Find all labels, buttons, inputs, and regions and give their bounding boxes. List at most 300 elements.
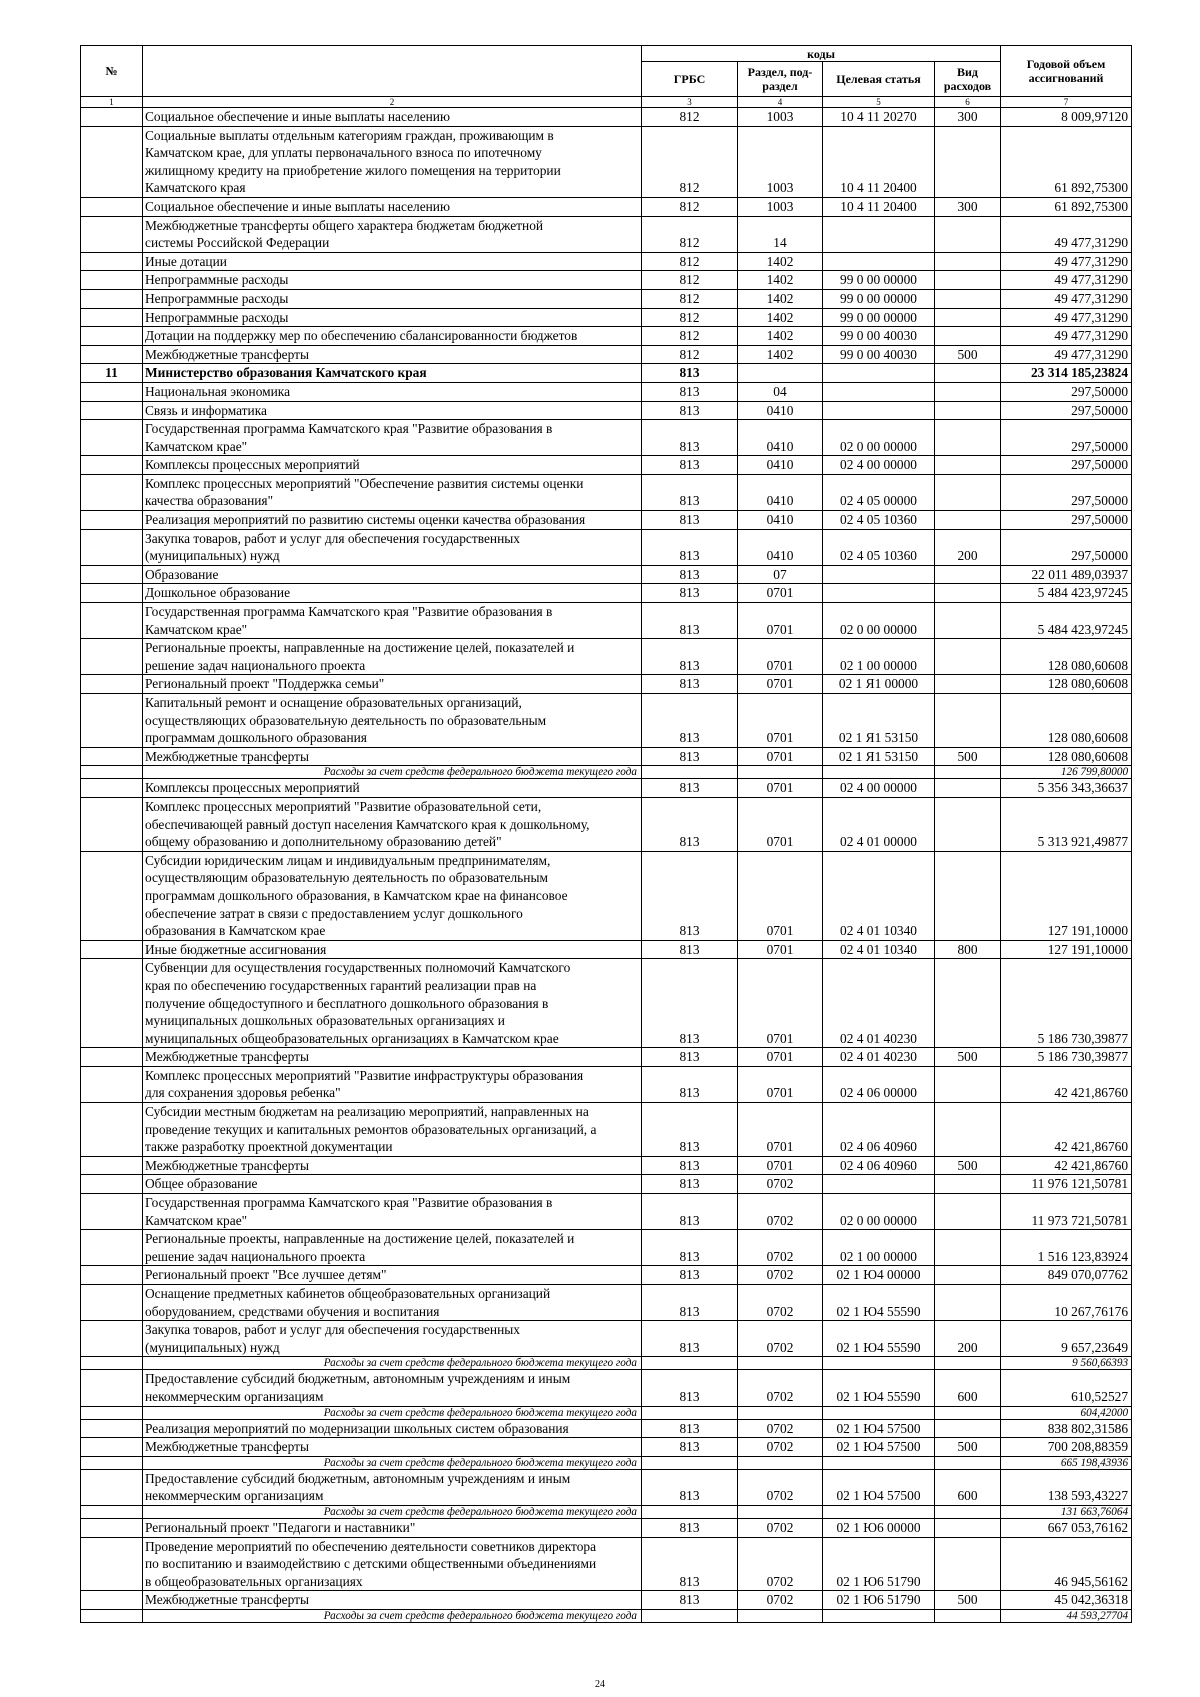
cell-target-article: 02 4 01 40230 [823,959,935,1048]
cell-grbs [642,1609,738,1622]
cell-amount: 610,52527 [1001,1370,1132,1406]
cell-number [81,108,143,127]
cell-number [81,694,143,748]
cell-expense-type [935,401,1001,420]
cell-number [81,1406,143,1419]
cell-number [81,1285,143,1321]
cell-razdel: 1003 [738,108,823,127]
cell-amount: 700 208,88359 [1001,1438,1132,1457]
cell-grbs: 813 [642,1103,738,1157]
page-number: 24 [595,1679,605,1690]
cell-name: Связь и информатика [143,401,642,420]
cell-amount: 297,50000 [1001,511,1132,530]
cell-grbs: 813 [642,511,738,530]
cell-target-article: 02 4 00 00000 [823,456,935,475]
cell-grbs: 813 [642,1469,738,1505]
cell-target-article [823,565,935,584]
cell-name: Оснащение предметных кабинетов общеобразовательных организаций оборудованием, средствами обучения и воспитания [143,1285,642,1321]
cell-number [81,1048,143,1067]
table-row [81,940,1132,959]
cell-target-article: 02 4 06 40960 [823,1103,935,1157]
cell-amount: 297,50000 [1001,529,1132,565]
cell-number [81,216,143,252]
cell-number [81,511,143,530]
column-index: 6 [935,97,1001,108]
cell-target-article: 02 1 Ю6 00000 [823,1518,935,1537]
cell-number [81,271,143,290]
cell-name: Комплекс процессных мероприятий "Развитие инфраструктуры образования для сохранения здоровья ребенка" [143,1066,642,1102]
cell-target-article: 02 4 06 40960 [823,1156,935,1175]
cell-number [81,1537,143,1591]
cell-expense-type [935,851,1001,940]
cell-razdel: 14 [738,216,823,252]
cell-expense-type [935,1175,1001,1194]
cell-amount: 49 477,31290 [1001,289,1132,308]
table-row [81,747,1132,766]
cell-expense-type: 600 [935,1370,1001,1406]
cell-target-article [823,1406,935,1419]
cell-number [81,766,143,779]
header-grbs: ГРБС [642,62,738,97]
table-row [81,959,1132,1048]
cell-number [81,1175,143,1194]
cell-target-article: 02 1 Ю4 00000 [823,1266,935,1285]
cell-grbs [642,766,738,779]
cell-amount: 127 191,10000 [1001,851,1132,940]
table-row [81,766,1132,779]
cell-razdel: 1402 [738,289,823,308]
cell-name: Расходы за счет средств федерального бюджета текущего года [143,1357,642,1370]
cell-amount: 128 080,60608 [1001,747,1132,766]
table-row [81,382,1132,401]
cell-grbs: 812 [642,327,738,346]
cell-target-article: 02 1 00 00000 [823,1230,935,1266]
cell-expense-type [935,126,1001,197]
cell-razdel: 0701 [738,1048,823,1067]
table-row [81,511,1132,530]
cell-razdel [738,1357,823,1370]
table-row [81,308,1132,327]
cell-amount: 11 973 721,50781 [1001,1194,1132,1230]
cell-razdel: 0410 [738,456,823,475]
cell-number [81,1194,143,1230]
cell-amount: 1 516 123,83924 [1001,1230,1132,1266]
cell-target-article [823,1609,935,1622]
cell-grbs: 813 [642,747,738,766]
table-row [81,1266,1132,1285]
table-row [81,456,1132,475]
header-row [81,46,1132,62]
cell-target-article: 02 1 Ю6 51790 [823,1591,935,1610]
cell-amount: 297,50000 [1001,456,1132,475]
cell-amount: 5 484 423,97245 [1001,584,1132,603]
cell-target-article: 02 1 Ю4 55590 [823,1321,935,1357]
cell-grbs: 812 [642,216,738,252]
cell-razdel: 0410 [738,401,823,420]
cell-target-article: 02 1 Ю4 55590 [823,1370,935,1406]
cell-razdel: 0702 [738,1518,823,1537]
cell-name: Социальное обеспечение и иные выплаты населению [143,197,642,216]
table-row [81,474,1132,510]
column-index: 7 [1001,97,1132,108]
table-row [81,420,1132,456]
cell-name: Общее образование [143,1175,642,1194]
cell-razdel: 0701 [738,797,823,851]
cell-grbs: 813 [642,1537,738,1591]
cell-amount: 11 976 121,50781 [1001,1175,1132,1194]
column-index: 4 [738,97,823,108]
table-row [81,1156,1132,1175]
cell-expense-type: 300 [935,197,1001,216]
table-row [81,529,1132,565]
cell-expense-type: 500 [935,747,1001,766]
cell-target-article: 02 1 Ю4 57500 [823,1469,935,1505]
cell-number [81,456,143,475]
cell-amount: 604,42000 [1001,1406,1132,1419]
cell-target-article: 02 1 Я1 53150 [823,694,935,748]
cell-target-article: 10 4 11 20270 [823,108,935,127]
cell-number [81,308,143,327]
cell-amount: 10 267,76176 [1001,1285,1132,1321]
cell-number [81,197,143,216]
cell-razdel: 1402 [738,345,823,364]
cell-amount: 297,50000 [1001,420,1132,456]
cell-expense-type [935,327,1001,346]
cell-grbs: 812 [642,197,738,216]
cell-razdel: 0701 [738,584,823,603]
header-razdel: Раздел, под- раздел [738,62,823,97]
cell-target-article: 02 1 Ю6 51790 [823,1537,935,1591]
cell-number [81,1438,143,1457]
header-target-article: Целевая статья [823,62,935,97]
cell-number [81,1469,143,1505]
cell-grbs: 813 [642,959,738,1048]
cell-number [81,126,143,197]
table-row [81,1066,1132,1102]
cell-razdel: 0701 [738,959,823,1048]
cell-grbs: 813 [642,529,738,565]
cell-razdel: 1402 [738,271,823,290]
cell-target-article: 02 0 00 00000 [823,1194,935,1230]
cell-name: Расходы за счет средств федерального бюджета текущего года [143,1406,642,1419]
cell-name: Расходы за счет средств федерального бюджета текущего года [143,1456,642,1469]
cell-number [81,603,143,639]
cell-amount: 49 477,31290 [1001,216,1132,252]
cell-name: Министерство образования Камчатского края [143,364,642,383]
cell-number [81,1505,143,1518]
cell-grbs: 813 [642,694,738,748]
table-row [81,1103,1132,1157]
cell-name: Региональные проекты, направленные на достижение целей, показателей и решение задач национального проекта [143,1230,642,1266]
cell-name: Проведение мероприятий по обеспечению деятельности советников директора по воспитанию и взаимодействию с детскими общественными объединениями в общеобразовательных организациях [143,1537,642,1591]
cell-target-article: 02 1 Я1 53150 [823,747,935,766]
cell-amount: 42 421,86760 [1001,1103,1132,1157]
cell-razdel: 0702 [738,1537,823,1591]
cell-name: Иные дотации [143,252,642,271]
cell-grbs: 813 [642,1230,738,1266]
table-row [81,851,1132,940]
cell-razdel: 0701 [738,1103,823,1157]
cell-number [81,639,143,675]
cell-razdel: 0702 [738,1175,823,1194]
table-row [81,345,1132,364]
column-index: 5 [823,97,935,108]
header-number: № [81,46,143,97]
cell-razdel: 1003 [738,126,823,197]
cell-target-article [823,382,935,401]
cell-amount: 126 799,80000 [1001,766,1132,779]
cell-amount: 5 484 423,97245 [1001,603,1132,639]
cell-target-article [823,216,935,252]
cell-expense-type [935,1537,1001,1591]
cell-name: Предоставление субсидий бюджетным, автономным учреждениям и иным некоммерческим организациям [143,1370,642,1406]
cell-grbs: 813 [642,1591,738,1610]
cell-grbs: 813 [642,565,738,584]
header-codes: коды [642,46,1001,62]
cell-grbs [642,1456,738,1469]
cell-amount: 44 593,27704 [1001,1609,1132,1622]
cell-number [81,1518,143,1537]
table-row [81,1505,1132,1518]
cell-number [81,529,143,565]
cell-name: Субсидии юридическим лицам и индивидуальным предпринимателям, осуществляющим образовательную деятельность по образовательным программам дошкольного образования, в Камчатском крае на финансовое обеспечение затрат в связи с предоставлением услуг дошкольного образования в Камчатском крае [143,851,642,940]
cell-razdel: 0410 [738,529,823,565]
cell-amount: 49 477,31290 [1001,252,1132,271]
table-row [81,108,1132,127]
cell-grbs: 813 [642,1419,738,1438]
cell-name: Иные бюджетные ассигнования [143,940,642,959]
cell-razdel: 0410 [738,474,823,510]
cell-expense-type [935,364,1001,383]
cell-amount: 23 314 185,23824 [1001,364,1132,383]
cell-target-article: 02 4 01 10340 [823,851,935,940]
cell-razdel: 0701 [738,851,823,940]
cell-number [81,779,143,798]
cell-razdel: 0702 [738,1194,823,1230]
cell-amount: 128 080,60608 [1001,639,1132,675]
cell-grbs: 813 [642,382,738,401]
cell-razdel: 0701 [738,1066,823,1102]
cell-grbs [642,1357,738,1370]
cell-amount: 49 477,31290 [1001,308,1132,327]
cell-grbs: 813 [642,779,738,798]
table-row [81,364,1132,383]
cell-amount: 9 657,23649 [1001,1321,1132,1357]
cell-grbs: 813 [642,1285,738,1321]
cell-number [81,959,143,1048]
cell-target-article: 99 0 00 00000 [823,271,935,290]
table-row [81,1609,1132,1622]
cell-target-article: 02 4 00 00000 [823,779,935,798]
cell-name: Дошкольное образование [143,584,642,603]
cell-target-article: 02 1 00 00000 [823,639,935,675]
cell-grbs [642,1406,738,1419]
cell-grbs: 813 [642,1518,738,1537]
cell-razdel: 0702 [738,1469,823,1505]
cell-name: Социальные выплаты отдельным категориям граждан, проживающим в Камчатском крае, для уплаты первоначального взноса по ипотечному жилищному кредиту на приобретение жилого помещения на территории Камчатского края [143,126,642,197]
table-row [81,216,1132,252]
cell-grbs: 813 [642,1321,738,1357]
cell-target-article: 02 4 06 00000 [823,1066,935,1102]
cell-name: Расходы за счет средств федерального бюджета текущего года [143,1505,642,1518]
table-row [81,584,1132,603]
table-row [81,327,1132,346]
cell-number [81,1456,143,1469]
table-row [81,1469,1132,1505]
cell-name: Субвенции для осуществления государственных полномочий Камчатского края по обеспечению государственных гарантий реализации прав на получение общедоступного и бесплатного дошкольного образования в муниципальных дошкольных образовательных организациях и муниципальных общеобразовательных организациях в Камчатском крае [143,959,642,1048]
cell-razdel: 0701 [738,675,823,694]
cell-expense-type [935,1066,1001,1102]
cell-target-article: 02 0 00 00000 [823,420,935,456]
cell-expense-type [935,694,1001,748]
cell-grbs: 813 [642,364,738,383]
column-index: 3 [642,97,738,108]
cell-number [81,1230,143,1266]
cell-name: Образование [143,565,642,584]
table-row [81,797,1132,851]
cell-target-article [823,1505,935,1518]
cell-grbs: 813 [642,940,738,959]
cell-grbs: 813 [642,420,738,456]
cell-amount: 9 560,66393 [1001,1357,1132,1370]
cell-target-article: 02 4 01 10340 [823,940,935,959]
cell-name: Межбюджетные трансферты [143,1156,642,1175]
cell-name: Государственная программа Камчатского края "Развитие образования в Камчатском крае" [143,420,642,456]
cell-grbs: 812 [642,108,738,127]
cell-grbs: 813 [642,797,738,851]
cell-grbs: 813 [642,401,738,420]
header-expense-type: Вид расходов [935,62,1001,97]
cell-number [81,1266,143,1285]
column-index-row [81,97,1132,108]
cell-razdel [738,1406,823,1419]
cell-amount: 667 053,76162 [1001,1518,1132,1537]
cell-expense-type [935,252,1001,271]
cell-expense-type: 600 [935,1469,1001,1505]
cell-number [81,1357,143,1370]
cell-expense-type [935,565,1001,584]
cell-razdel: 0702 [738,1321,823,1357]
table-row [81,1456,1132,1469]
cell-expense-type [935,584,1001,603]
cell-target-article: 99 0 00 00000 [823,308,935,327]
cell-target-article [823,1175,935,1194]
cell-target-article: 02 1 Ю4 55590 [823,1285,935,1321]
cell-name: Субсидии местным бюджетам на реализацию мероприятий, направленных на проведение текущих и капитальных ремонтов образовательных организаций, а также разработку проектной документации [143,1103,642,1157]
cell-expense-type [935,271,1001,290]
cell-expense-type [935,308,1001,327]
cell-expense-type [935,1285,1001,1321]
cell-amount: 297,50000 [1001,474,1132,510]
cell-expense-type [935,289,1001,308]
cell-expense-type [935,603,1001,639]
cell-number [81,675,143,694]
cell-amount: 297,50000 [1001,401,1132,420]
cell-grbs: 812 [642,345,738,364]
cell-target-article [823,584,935,603]
cell-razdel [738,1505,823,1518]
cell-amount: 128 080,60608 [1001,694,1132,748]
cell-grbs: 813 [642,1066,738,1102]
cell-expense-type [935,511,1001,530]
cell-name: Комплексы процессных мероприятий [143,779,642,798]
cell-name: Комплексы процессных мероприятий [143,456,642,475]
cell-number [81,747,143,766]
cell-grbs: 812 [642,126,738,197]
cell-target-article: 02 1 Ю4 57500 [823,1419,935,1438]
header-name [143,46,642,97]
cell-expense-type: 500 [935,1438,1001,1457]
cell-target-article [823,766,935,779]
cell-amount: 665 198,43936 [1001,1456,1132,1469]
cell-number [81,252,143,271]
cell-number [81,401,143,420]
table-row [81,603,1132,639]
cell-name: Предоставление субсидий бюджетным, автономным учреждениям и иным некоммерческим организациям [143,1469,642,1505]
cell-expense-type [935,797,1001,851]
table-body [81,108,1132,1623]
cell-expense-type [935,779,1001,798]
cell-target-article [823,252,935,271]
cell-target-article: 02 4 01 40230 [823,1048,935,1067]
cell-number [81,345,143,364]
cell-name: Межбюджетные трансферты [143,1438,642,1457]
cell-expense-type [935,766,1001,779]
cell-grbs: 812 [642,271,738,290]
cell-number [81,1103,143,1157]
cell-amount: 49 477,31290 [1001,345,1132,364]
cell-name: Межбюджетные трансферты общего характера бюджетам бюджетной системы Российской Федерации [143,216,642,252]
cell-expense-type [935,382,1001,401]
cell-number [81,382,143,401]
cell-grbs: 813 [642,1194,738,1230]
cell-grbs: 813 [642,851,738,940]
cell-name: Реализация мероприятий по модернизации школьных систем образования [143,1419,642,1438]
cell-target-article [823,364,935,383]
cell-amount: 5 186 730,39877 [1001,959,1132,1048]
cell-grbs: 813 [642,1438,738,1457]
cell-expense-type [935,1357,1001,1370]
table-row [81,779,1132,798]
cell-name: Национальная экономика [143,382,642,401]
table-row [81,1175,1132,1194]
cell-razdel: 04 [738,382,823,401]
cell-target-article: 99 0 00 40030 [823,327,935,346]
cell-name: Межбюджетные трансферты [143,747,642,766]
cell-grbs: 813 [642,456,738,475]
table-row [81,1591,1132,1610]
table-row [81,197,1132,216]
cell-expense-type [935,1609,1001,1622]
cell-expense-type [935,959,1001,1048]
cell-number [81,1419,143,1438]
cell-grbs: 813 [642,584,738,603]
cell-name: Непрограммные расходы [143,289,642,308]
cell-grbs: 813 [642,603,738,639]
cell-name: Межбюджетные трансферты [143,1048,642,1067]
cell-grbs: 813 [642,1175,738,1194]
table-row [81,1194,1132,1230]
cell-name: Закупка товаров, работ и услуг для обеспечения государственных (муниципальных) нужд [143,1321,642,1357]
cell-target-article [823,401,935,420]
cell-target-article: 10 4 11 20400 [823,197,935,216]
table-row [81,1285,1132,1321]
table-row [81,694,1132,748]
cell-amount: 46 945,56162 [1001,1537,1132,1591]
cell-name: Социальное обеспечение и иные выплаты населению [143,108,642,127]
cell-expense-type: 300 [935,108,1001,127]
cell-grbs: 813 [642,639,738,675]
